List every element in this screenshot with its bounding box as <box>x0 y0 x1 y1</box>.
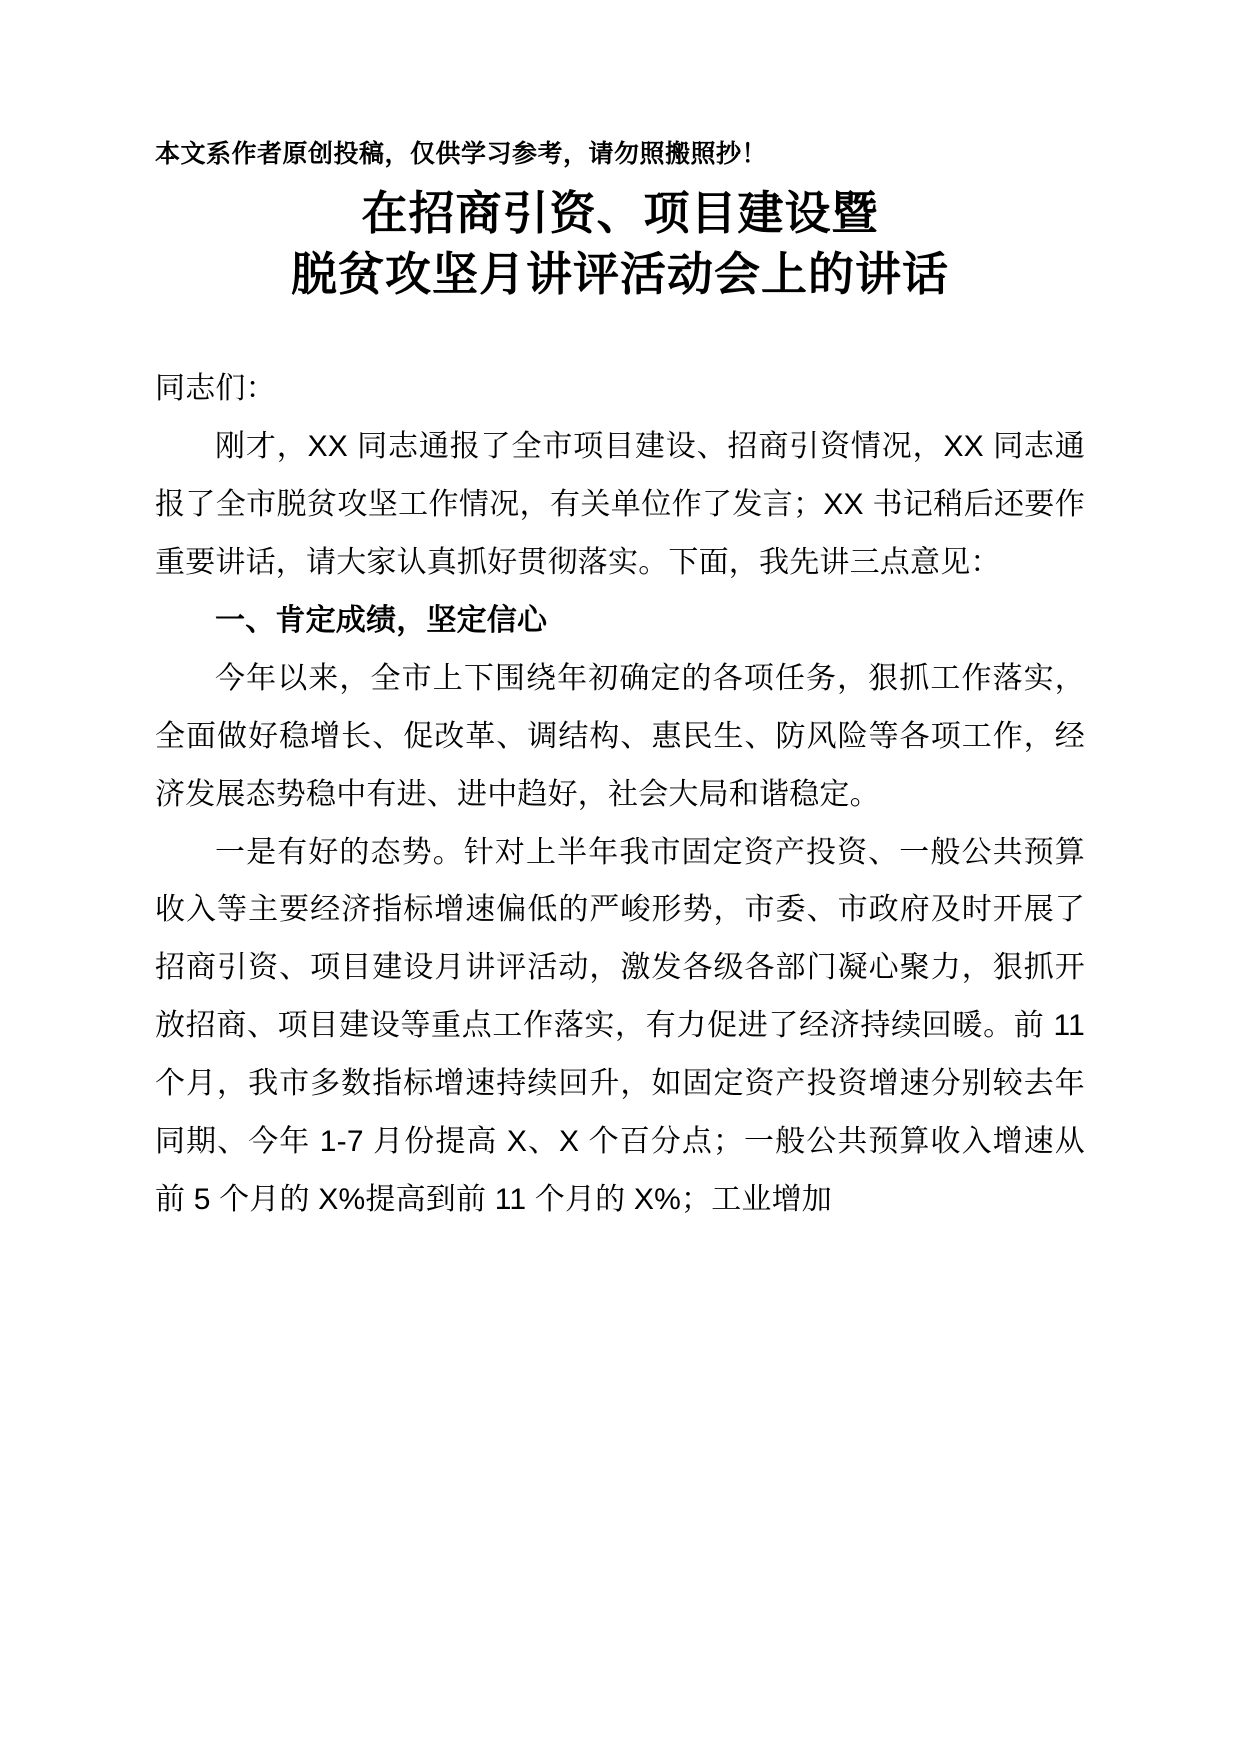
copyright-notice: 本文系作者原创投稿，仅供学习参考，请勿照搬照抄！ <box>155 140 768 168</box>
title-line-1: 在招商引资、项目建设暨 <box>361 187 879 239</box>
document-body <box>155 360 1085 1228</box>
paragraph-3: 一是有好的态势。针对上半年我市固定资产投资、一般公共预算收入等主要经济指标增速偏低的严峻形势，市委、市政府及时开展了招商引资、项目建设月讲评活动，激发各级各部门凝心聚力，狠抓开放招商、项目建设等重点工作落实，有力促进了经济持续回暖。前 11 个月，我市多数指标增速持续回升，如固定资产投资增速分别较去年同期、今年 1-7 月份提高 X、X 个百分点；一般公共预算收入增速从前 5 个月的 X%提高到前 11 个月的 X%；工业增加 <box>155 835 1085 1216</box>
document-content <box>155 0 1085 1229</box>
title-line-2: 脱贫攻坚月讲评活动会上的讲话 <box>291 247 949 300</box>
salutation: 同志们： <box>155 372 276 406</box>
section-heading-1: 一、肯定成绩，坚定信心 <box>215 604 548 637</box>
page-title <box>155 183 1085 304</box>
paragraph-2: 今年以来，全市上下围绕年初确定的各项任务，狠抓工作落实，全面做好稳增长、促改革、调结构、惠民生、防风险等各项工作，经济发展态势稳中有进、进中趋好，社会大局和谐稳定。 <box>155 661 1085 811</box>
paragraph-1: 刚才，XX 同志通报了全市项目建设、招商引资情况，XX 同志通报了全市脱贫攻坚工作情况，有关单位作了发言；XX 书记稍后还要作重要讲话，请大家认真抓好贯彻落实。下面，我先讲三点意见： <box>155 430 1085 580</box>
